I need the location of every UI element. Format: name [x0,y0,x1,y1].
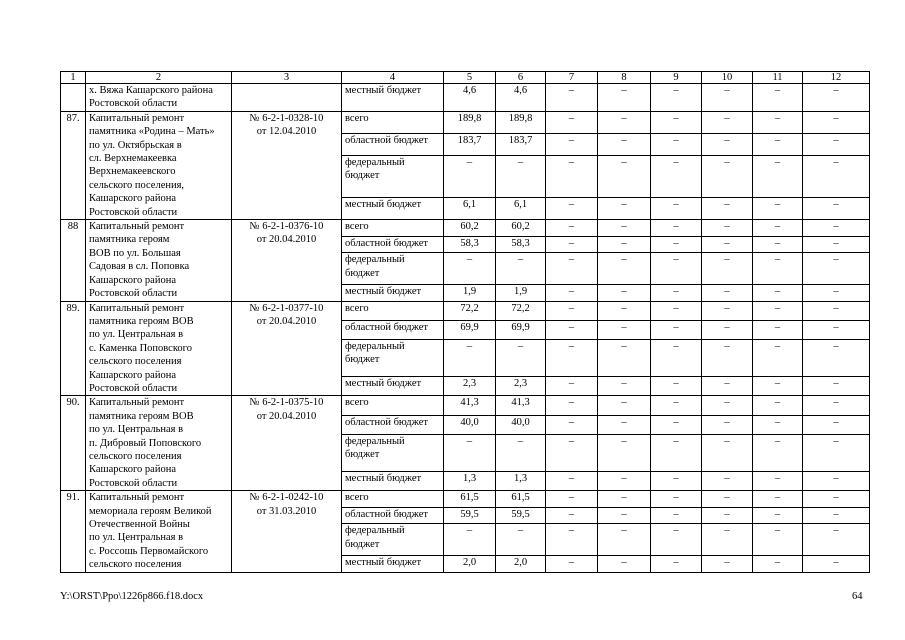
document-line: от 20.04.2010 [256,315,317,327]
header-cell: 4 [342,72,444,84]
object-name-line: сельского поселения [89,559,182,571]
empty-dash-cell: – [803,434,870,471]
empty-dash-cell: – [598,155,651,197]
object-name-line: сл. Верхнемакеевка [89,153,177,165]
object-name-line: Кашарского района [89,274,176,286]
empty-dash-cell: – [702,377,753,396]
header-cell: 10 [702,72,753,84]
empty-dash-cell: – [702,434,753,471]
object-name-line: Капитальный ремонт [89,302,185,314]
empty-dash-cell: – [651,396,702,415]
value-col5: 40,0 [444,415,496,434]
header-row [61,72,870,84]
empty-dash-cell: – [598,301,651,320]
object-name-line: памятника героям ВОВ [89,315,194,327]
value-col5: 6,1 [444,198,496,220]
empty-dash-cell: – [598,133,651,155]
object-name-line: памятника героям ВОВ [89,410,194,422]
value-col5: 1,3 [444,471,496,490]
budget-source-label: федеральный бюджет [342,339,444,376]
object-name-line: Отечественной Войны [89,519,190,530]
budget-source-label: федеральный бюджет [342,253,444,285]
document-line: от 12.04.2010 [256,126,317,138]
header-cell: 9 [651,72,702,84]
empty-dash-cell: – [651,84,702,112]
empty-dash-cell: – [803,396,870,415]
empty-dash-cell: – [598,236,651,253]
empty-dash-cell: – [803,556,870,573]
empty-dash-cell: – [753,84,803,112]
row-number: 90. [61,396,86,491]
value-col6: 189,8 [496,111,546,133]
empty-dash-cell: – [546,396,598,415]
table-row [61,220,870,237]
empty-dash-cell: – [651,220,702,237]
budget-source-label: областной бюджет [342,236,444,253]
table-row [61,491,870,508]
empty-dash-cell: – [753,133,803,155]
empty-dash-cell: – [598,320,651,339]
document-line: № 6-2-1-0242-10 [249,492,324,504]
empty-dash-cell: – [651,253,702,285]
empty-dash-cell: – [651,236,702,253]
document-line: от 20.04.2010 [256,410,317,422]
header-cell: 8 [598,72,651,84]
header-cell: 5 [444,72,496,84]
empty-dash-cell: – [702,320,753,339]
empty-dash-cell: – [651,198,702,220]
empty-dash-cell: – [598,471,651,490]
value-col6: 58,3 [496,236,546,253]
empty-dash-cell: – [546,111,598,133]
budget-source-label: всего [342,396,444,415]
document-line: от 31.03.2010 [256,505,317,517]
empty-dash-cell: – [702,111,753,133]
object-name-line: мемориала героям Великой [89,505,212,517]
object-name-line: сельского поселения, [89,179,185,191]
empty-dash-cell: – [546,507,598,524]
value-col6: 6,1 [496,198,546,220]
object-name-line: сельского поселения [89,450,182,462]
empty-dash-cell: – [753,155,803,197]
empty-dash-cell: – [651,377,702,396]
empty-dash-cell: – [753,377,803,396]
document-line: № 6-2-1-0375-10 [249,397,324,409]
object-name-line: сельского поселения [89,356,182,368]
document-cell [232,220,342,301]
object-name-line: Капитальный ремонт [89,492,185,504]
header-cell: 6 [496,72,546,84]
document-line: № 6-2-1-0377-10 [249,302,324,314]
empty-dash-cell: – [803,284,870,301]
empty-dash-cell: – [702,524,753,556]
empty-dash-cell: – [753,471,803,490]
document-line: № 6-2-1-0376-10 [249,221,324,233]
empty-dash-cell: – [753,415,803,434]
empty-dash-cell: – [598,111,651,133]
object-name-cell [86,111,232,219]
value-col6: 2,0 [496,556,546,573]
empty-dash-cell: – [702,556,753,573]
empty-dash-cell: – [803,236,870,253]
value-col6: 1,9 [496,284,546,301]
value-col6: 40,0 [496,415,546,434]
empty-dash-cell: – [651,301,702,320]
object-name-line: с. Россошь Первомайского [89,545,209,557]
empty-dash-cell: – [702,236,753,253]
value-col6: 2,3 [496,377,546,396]
budget-source-label: федеральный бюджет [342,155,444,197]
object-name-cell [86,396,232,491]
empty-dash-cell: – [702,155,753,197]
empty-dash-cell: – [702,220,753,237]
object-name-line: памятника «Родина – Мать» [89,126,215,138]
empty-dash-cell: – [702,507,753,524]
object-name-cell [86,220,232,301]
document-cell [232,396,342,491]
empty-dash-cell: – [598,491,651,508]
empty-dash-cell: – [598,284,651,301]
value-col5: 59,5 [444,507,496,524]
empty-dash-cell: – [753,507,803,524]
object-name-line: по ул. Октябрьская в [89,139,182,151]
document-cell [232,111,342,219]
value-col6: – [496,434,546,471]
empty-dash-cell: – [753,396,803,415]
empty-dash-cell: – [598,377,651,396]
object-name-line: Ростовской области [89,206,178,218]
empty-dash-cell: – [753,220,803,237]
empty-dash-cell: – [546,556,598,573]
empty-dash-cell: – [546,155,598,197]
value-col5: – [444,253,496,285]
empty-dash-cell: – [598,220,651,237]
empty-dash-cell: – [803,377,870,396]
budget-source-label: областной бюджет [342,415,444,434]
header-cell: 11 [753,72,803,84]
empty-dash-cell: – [753,301,803,320]
empty-dash-cell: – [803,198,870,220]
value-col6: 61,5 [496,491,546,508]
value-col5: – [444,155,496,197]
object-name-line: х. Вяжа Кашарского района [89,85,213,96]
object-name-line: ВОВ по ул. Большая [89,247,181,259]
object-name-line: Ростовской области [89,477,178,489]
empty-dash-cell: – [803,111,870,133]
empty-dash-cell: – [803,471,870,490]
empty-dash-cell: – [702,339,753,376]
empty-dash-cell: – [753,524,803,556]
object-name-line: Кашарского района [89,464,176,476]
value-col5: 61,5 [444,491,496,508]
empty-dash-cell: – [803,491,870,508]
value-col5: 2,3 [444,377,496,396]
value-col6: 1,3 [496,471,546,490]
value-col6: 4,6 [496,84,546,112]
object-name-line: по ул. Центральная в [89,329,184,341]
empty-dash-cell: – [598,434,651,471]
value-col5: 189,8 [444,111,496,133]
empty-dash-cell: – [546,524,598,556]
object-name-line: п. Дибровый Поповского [89,437,202,449]
row-number: 88 [61,220,86,301]
object-name-line: Капитальный ремонт [89,221,185,233]
value-col5: 2,0 [444,556,496,573]
row-number: 87. [61,111,86,219]
empty-dash-cell: – [546,471,598,490]
empty-dash-cell: – [651,339,702,376]
empty-dash-cell: – [702,301,753,320]
empty-dash-cell: – [803,320,870,339]
value-col6: – [496,524,546,556]
object-name-line: по ул. Центральная в [89,424,184,436]
object-name-line: Капитальный ремонт [89,112,185,124]
empty-dash-cell: – [546,434,598,471]
empty-dash-cell: – [598,396,651,415]
empty-dash-cell: – [598,339,651,376]
empty-dash-cell: – [546,220,598,237]
empty-dash-cell: – [546,415,598,434]
empty-dash-cell: – [753,284,803,301]
header-cell: 2 [86,72,232,84]
table-row [61,301,870,320]
empty-dash-cell: – [598,84,651,112]
empty-dash-cell: – [598,524,651,556]
empty-dash-cell: – [546,284,598,301]
empty-dash-cell: – [651,556,702,573]
document-cell [232,84,342,112]
object-name-line: Ростовской области [89,382,178,394]
empty-dash-cell: – [803,220,870,237]
value-col5: 72,2 [444,301,496,320]
budget-source-label: всего [342,220,444,237]
value-col6: 41,3 [496,396,546,415]
value-col6: 69,9 [496,320,546,339]
row-number: 89. [61,301,86,396]
value-col6: – [496,339,546,376]
object-name-line: с. Каменка Поповского [89,342,192,354]
empty-dash-cell: – [546,198,598,220]
document-cell [232,301,342,396]
header-cell: 12 [803,72,870,84]
empty-dash-cell: – [651,320,702,339]
budget-source-label: местный бюджет [342,84,444,112]
value-col5: – [444,434,496,471]
footer-file-path: Y:\ORST\Ppo\1226p866.f18.docx [60,591,204,602]
empty-dash-cell: – [753,236,803,253]
document-cell [232,491,342,572]
object-name-line: памятника героям [89,234,170,246]
value-col6: 183,7 [496,133,546,155]
empty-dash-cell: – [803,524,870,556]
empty-dash-cell: – [651,524,702,556]
row-number: 91. [61,491,86,572]
object-name-line: Капитальный ремонт [89,397,185,409]
empty-dash-cell: – [803,507,870,524]
budget-source-label: всего [342,491,444,508]
object-name-cell [86,301,232,396]
value-col6: – [496,155,546,197]
value-col6: 72,2 [496,301,546,320]
empty-dash-cell: – [753,198,803,220]
budget-source-label: областной бюджет [342,133,444,155]
empty-dash-cell: – [753,434,803,471]
empty-dash-cell: – [753,111,803,133]
empty-dash-cell: – [651,111,702,133]
budget-source-label: местный бюджет [342,556,444,573]
budget-source-label: местный бюджет [342,198,444,220]
empty-dash-cell: – [702,253,753,285]
value-col6: – [496,253,546,285]
empty-dash-cell: – [651,155,702,197]
empty-dash-cell: – [753,339,803,376]
empty-dash-cell: – [598,198,651,220]
empty-dash-cell: – [651,415,702,434]
budget-source-label: областной бюджет [342,507,444,524]
empty-dash-cell: – [546,377,598,396]
budget-table [60,71,870,573]
empty-dash-cell: – [702,198,753,220]
empty-dash-cell: – [546,339,598,376]
document-line: от 20.04.2010 [256,234,317,246]
value-col5: 60,2 [444,220,496,237]
empty-dash-cell: – [803,339,870,376]
empty-dash-cell: – [598,253,651,285]
header-cell: 7 [546,72,598,84]
object-name-line: по ул. Центральная в [89,532,184,544]
table-row [61,396,870,415]
empty-dash-cell: – [651,507,702,524]
value-col6: 59,5 [496,507,546,524]
empty-dash-cell: – [546,320,598,339]
empty-dash-cell: – [803,155,870,197]
empty-dash-cell: – [546,301,598,320]
header-cell: 1 [61,72,86,84]
value-col6: 60,2 [496,220,546,237]
budget-source-label: местный бюджет [342,284,444,301]
object-name-line: Верхнемакеевского [89,166,176,178]
value-col5: 41,3 [444,396,496,415]
empty-dash-cell: – [546,253,598,285]
row-number [61,84,86,112]
empty-dash-cell: – [598,415,651,434]
object-name-line: Ростовской области [89,288,178,300]
empty-dash-cell: – [702,284,753,301]
document-line: № 6-2-1-0328-10 [249,112,324,124]
budget-source-label: областной бюджет [342,320,444,339]
empty-dash-cell: – [651,284,702,301]
empty-dash-cell: – [651,491,702,508]
value-col5: 4,6 [444,84,496,112]
table-row [61,84,870,112]
empty-dash-cell: – [753,491,803,508]
empty-dash-cell: – [702,133,753,155]
value-col5: 69,9 [444,320,496,339]
budget-source-label: всего [342,301,444,320]
object-name-line: Ростовской области [89,98,178,110]
value-col5: – [444,524,496,556]
empty-dash-cell: – [598,556,651,573]
value-col5: 1,9 [444,284,496,301]
budget-source-label: всего [342,111,444,133]
budget-source-label: местный бюджет [342,471,444,490]
empty-dash-cell: – [803,301,870,320]
object-name-cell [86,84,232,112]
empty-dash-cell: – [803,133,870,155]
value-col5: 58,3 [444,236,496,253]
empty-dash-cell: – [702,84,753,112]
empty-dash-cell: – [546,133,598,155]
object-name-line: Кашарского района [89,369,176,381]
empty-dash-cell: – [598,507,651,524]
object-name-line: Кашарского района [89,193,176,205]
empty-dash-cell: – [702,491,753,508]
empty-dash-cell: – [702,415,753,434]
page-number: 64 [852,591,863,602]
empty-dash-cell: – [546,236,598,253]
budget-source-label: федеральный бюджет [342,434,444,471]
budget-source-label: федеральный бюджет [342,524,444,556]
empty-dash-cell: – [702,471,753,490]
empty-dash-cell: – [753,253,803,285]
value-col5: – [444,339,496,376]
empty-dash-cell: – [651,133,702,155]
object-name-cell [86,491,232,572]
empty-dash-cell: – [702,396,753,415]
empty-dash-cell: – [651,471,702,490]
empty-dash-cell: – [546,84,598,112]
empty-dash-cell: – [803,253,870,285]
header-cell: 3 [232,72,342,84]
table-row [61,111,870,133]
empty-dash-cell: – [803,84,870,112]
empty-dash-cell: – [651,434,702,471]
empty-dash-cell: – [753,320,803,339]
empty-dash-cell: – [753,556,803,573]
budget-source-label: местный бюджет [342,377,444,396]
empty-dash-cell: – [803,415,870,434]
value-col5: 183,7 [444,133,496,155]
empty-dash-cell: – [546,491,598,508]
object-name-line: Садовая в сл. Поповка [89,261,190,273]
